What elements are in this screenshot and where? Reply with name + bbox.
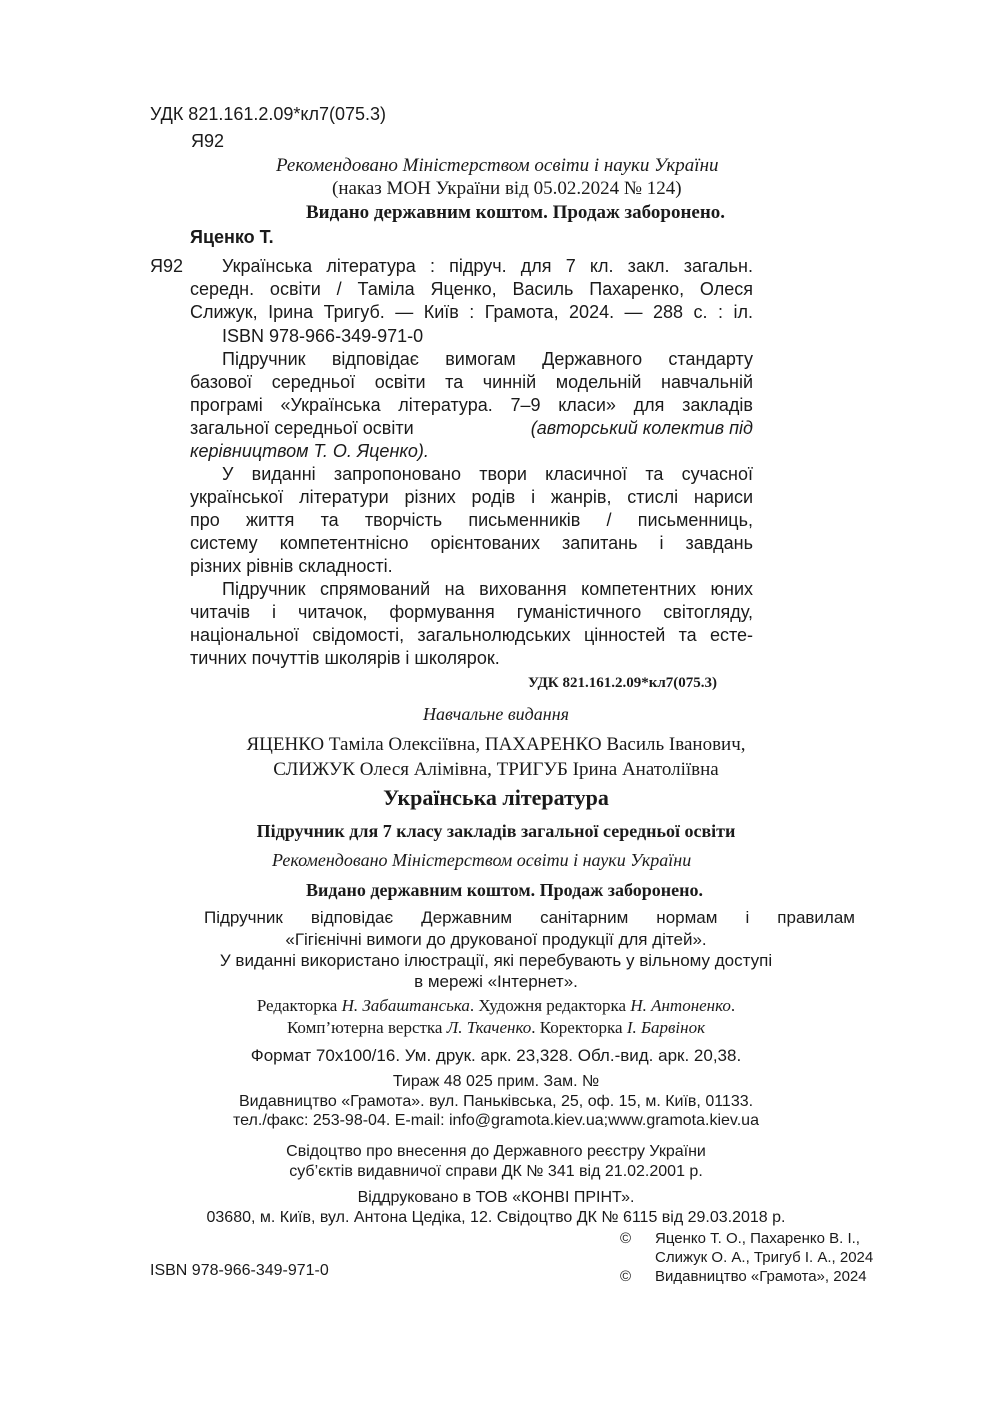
catalog-desc-line: Українська література : підруч. для 7 кл. закл. загальн. xyxy=(222,256,753,276)
catalog-code-header: Я92 xyxy=(191,131,225,151)
catalog-para3-line: Підручник спрямований на виховання компетентних юних xyxy=(222,579,753,599)
catalog-para2-line: різних рівнів складності. xyxy=(190,556,393,576)
publisher-line: тел./факс: 253-98-04. E-mail: info@gramota.kiev.ua;www.gramota.kiev.ua xyxy=(233,1112,759,1129)
proof-name: І. Барвінок xyxy=(626,1018,706,1037)
editor-label: Редакторка xyxy=(256,996,342,1015)
state-funded-header: Видано державним коштом. Продаж заборонено. xyxy=(306,202,726,223)
catalog-desc-line: середн. освіти / Таміла Яценко, Василь Пахаренко, Олеся xyxy=(190,279,753,299)
recommended-header: Рекомендовано Міністерством освіти і науки України xyxy=(276,155,719,176)
state-funded-imprint: Видано державним коштом. Продаж заборонено. xyxy=(306,880,703,900)
catalog-para2-line: систему компетентнісно орієнтованих запитань і завдань xyxy=(190,533,753,553)
catalog-para3-line: національної свідомості, загальнолюдських цінностей та есте- xyxy=(190,625,753,645)
printed-line: Віддруковано в ТОВ «КОНВІ ПРІНТ». xyxy=(357,1189,635,1206)
footer-isbn: ISBN 978-966-349-971-0 xyxy=(150,1262,329,1279)
catalog-para1-normal: загальної середньої освіти xyxy=(190,418,414,438)
catalog-desc-line: Слижук, Ірина Тригуб. — Київ : Грамота, 2024. — 288 с. : іл. xyxy=(190,302,753,322)
sanitary-line: «Гігієнічні вимоги до друкованої продукції для дітей». xyxy=(285,930,707,949)
sanitary-line: в мережі «Інтернет». xyxy=(414,972,578,991)
catalog-para1-line: базової середньої освіти та чинній модельній навчальній xyxy=(190,372,753,392)
art-editor-end: . xyxy=(730,996,736,1015)
sanitary-line: У виданні використано ілюстрації, які перебувають у вільному доступі xyxy=(219,951,773,970)
authors-line: СЛИЖУК Олеся Алімівна, ТРИГУБ Ірина Анатоліївна xyxy=(273,759,719,780)
recommended-imprint: Рекомендовано Міністерством освіти і науки України xyxy=(272,850,692,870)
art-editor-name: Н. Антоненко xyxy=(630,996,731,1015)
copyright-publisher: Видавництво «Грамота», 2024 xyxy=(655,1268,867,1285)
format-line: Формат 70х100/16. Ум. друк. арк. 23,328. Обл.-вид. арк. 20,38. xyxy=(250,1046,742,1065)
catalog-para2-line: про життя та творчість письменників / письменниць, xyxy=(190,510,753,530)
layout-line xyxy=(0,1018,992,1038)
printed-line: 03680, м. Київ, вул. Антона Цедіка, 12. Свідоцтво ДК № 6115 від 29.03.2018 р. xyxy=(206,1209,786,1226)
copyright-authors-line: Слижук О. А., Тригуб І. А., 2024 xyxy=(655,1249,874,1266)
publisher-line: Видавництво «Грамота». вул. Паньківська, 25, оф. 15, м. Київ, 01133. xyxy=(238,1093,754,1110)
catalog-para3-line: читачів і читачок, формування гуманістичного світогляду, xyxy=(190,602,753,622)
catalog-para1-line xyxy=(190,418,753,439)
catalog-udk: УДК 821.161.2.09*кл7(075.3) xyxy=(528,675,717,691)
layout-label: Комп’ютерна верстка xyxy=(286,1018,447,1037)
udk-header: УДК 821.161.2.09*кл7(075.3) xyxy=(150,104,387,124)
proof-label: . Коректорка xyxy=(531,1018,627,1037)
book-subtitle: Підручник для 7 класу закладів загальної середньої освіти xyxy=(256,821,736,841)
editor-name: Н. Забаштанська xyxy=(341,996,470,1015)
certificate-line: Свідоцтво про внесення до Державного реєстру України xyxy=(286,1143,706,1160)
copyright-symbol: © xyxy=(620,1268,632,1285)
edition-type: Навчальне видання xyxy=(422,704,569,724)
catalog-para1-italic: (авторський колектив під xyxy=(530,418,753,438)
catalog-para1-line: Підручник відповідає вимогам Державного стандарту xyxy=(222,349,753,369)
catalog-code: Я92 xyxy=(150,256,184,276)
catalog-para2-line: української літератури різних родів і жанрів, стислі нариси xyxy=(190,487,753,507)
order-header: (наказ МОН України від 05.02.2024 № 124) xyxy=(332,178,682,199)
print-run: Тираж 48 025 прим. Зам. № xyxy=(392,1073,600,1090)
editors-line xyxy=(0,996,992,1016)
catalog-para1-line: програмі «Українська література. 7–9 класи» для закладів xyxy=(190,395,753,415)
copyright-symbol: © xyxy=(620,1230,632,1247)
sanitary-line: Підручник відповідає Державним санітарним нормам і правилам xyxy=(204,908,855,927)
book-title: Українська література xyxy=(383,785,609,810)
certificate-line: суб’єктів видавничої справи ДК № 341 від 21.02.2001 р. xyxy=(289,1163,703,1180)
layout-name: Л. Ткаченко xyxy=(446,1018,532,1037)
catalog-author: Яценко Т. xyxy=(190,227,274,247)
art-editor-label: . Художня редакторка xyxy=(469,996,631,1015)
catalog-para2-line: У виданні запропоновано твори класичної та сучасної xyxy=(222,464,753,484)
copyright-authors-line: Яценко Т. О., Пахаренко В. І., xyxy=(655,1230,860,1247)
catalog-para3-line: тичних почуттів школярів і школярок. xyxy=(190,648,500,668)
catalog-para1-line: керівництвом Т. О. Яценко). xyxy=(190,441,429,461)
authors-line: ЯЦЕНКО Таміла Олексіївна, ПАХАРЕНКО Василь Іванович, xyxy=(246,734,746,755)
catalog-isbn: ISBN 978-966-349-971-0 xyxy=(222,326,424,346)
